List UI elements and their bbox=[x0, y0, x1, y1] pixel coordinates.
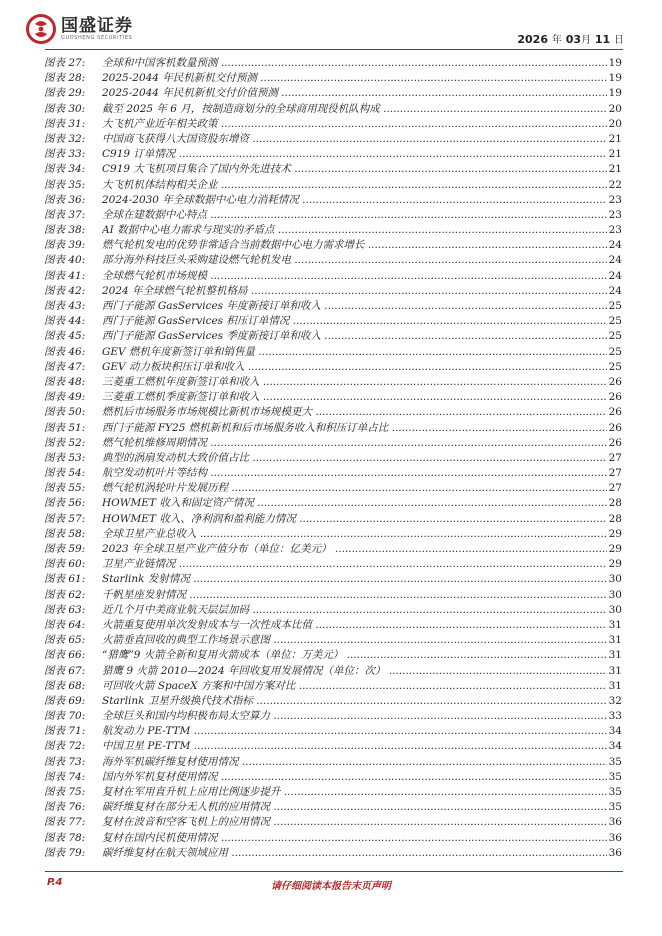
toc-entry-title: 2025-2044 年民机新机交付价值预测 ..... bbox=[102, 86, 622, 101]
toc-entry[interactable] bbox=[44, 451, 622, 466]
toc-entry-label: 图表 27: bbox=[44, 57, 86, 69]
toc-entry-page: 35 bbox=[607, 800, 622, 815]
toc-entry[interactable] bbox=[44, 178, 622, 193]
table-of-figures bbox=[44, 56, 622, 861]
toc-entry[interactable] bbox=[44, 800, 622, 815]
toc-entry-title: 全球在建数据中心特点 ..... bbox=[102, 208, 622, 223]
toc-entry-title: 火箭垂直回收的典型工作场景示意图 ..... bbox=[102, 633, 622, 648]
toc-entry[interactable] bbox=[44, 648, 622, 663]
toc-entry-title: 大飞机产业近年相关政策 ..... bbox=[102, 117, 622, 132]
guosheng-logo-icon bbox=[26, 14, 56, 44]
toc-entry-title: C919 大飞机项目集合了国内外先进技术 ..... bbox=[102, 162, 622, 177]
toc-entry-label: 图表 63: bbox=[44, 603, 86, 616]
toc-entry[interactable] bbox=[44, 846, 622, 861]
toc-entry-page: 29 bbox=[607, 542, 622, 557]
toc-entry[interactable] bbox=[44, 481, 622, 496]
toc-entry-title: AI 数据中心电力需求与现实的矛盾点 ..... bbox=[102, 223, 622, 238]
toc-entry-title: 全球燃气轮机市场规模 ..... bbox=[102, 269, 622, 284]
toc-entry[interactable] bbox=[44, 314, 622, 329]
toc-entry[interactable] bbox=[44, 299, 622, 314]
toc-entry-page: 25 bbox=[607, 314, 622, 329]
toc-entry-page: 28 bbox=[607, 512, 622, 527]
toc-entry-title: 燃气轮机维修周期情况 ..... bbox=[102, 436, 622, 451]
toc-entry-label: 图表 30: bbox=[44, 102, 86, 115]
header-divider bbox=[45, 49, 623, 50]
toc-entry-page: 26 bbox=[607, 436, 622, 451]
toc-entry[interactable] bbox=[44, 405, 622, 420]
toc-entry[interactable] bbox=[44, 102, 622, 117]
toc-entry[interactable] bbox=[44, 466, 622, 481]
toc-entry-label: 图表 58: bbox=[44, 527, 86, 540]
toc-entry-page: 26 bbox=[607, 421, 622, 436]
toc-entry-title: Starlink 卫星升级换代技术指标 ..... bbox=[102, 694, 622, 709]
toc-entry-page: 29 bbox=[607, 527, 622, 542]
toc-entry-page: 21 bbox=[607, 147, 622, 162]
toc-entry-title: 航空发动机叶片等结构 ..... bbox=[102, 466, 622, 481]
toc-entry-title: 燃机后市场服务市场规模比新机市场规模更大 ..... bbox=[102, 405, 622, 420]
toc-entry-page: 36 bbox=[607, 831, 622, 846]
toc-entry-label: 图表 70: bbox=[44, 710, 86, 723]
toc-entry-title: 燃气轮机涡轮叶片发展历程 ..... bbox=[102, 481, 622, 496]
toc-entry-page: 34 bbox=[607, 724, 622, 739]
toc-entry-label: 图表 44: bbox=[44, 315, 86, 328]
toc-entry-page: 23 bbox=[607, 208, 622, 223]
date-month: 03 bbox=[565, 33, 581, 46]
toc-entry[interactable] bbox=[44, 360, 622, 375]
toc-entry-label: 图表 72: bbox=[44, 740, 86, 753]
toc-entry[interactable] bbox=[44, 572, 622, 587]
toc-entry[interactable] bbox=[44, 694, 622, 709]
toc-entry-page: 26 bbox=[607, 375, 622, 390]
toc-entry-label: 图表 50: bbox=[44, 406, 86, 419]
toc-entry-page: 31 bbox=[607, 618, 622, 633]
toc-entry-label: 图表 75: bbox=[44, 786, 86, 798]
toc-entry-page: 26 bbox=[607, 390, 622, 405]
toc-entry-page: 21 bbox=[607, 162, 622, 177]
toc-entry-title: 火箭重复使用单次发射成本与一次性成本比值 ..... bbox=[102, 618, 622, 633]
date-year: 2026 bbox=[517, 33, 548, 46]
page-footer bbox=[0, 874, 662, 894]
toc-entry[interactable] bbox=[44, 496, 622, 511]
toc-entry[interactable] bbox=[44, 421, 622, 436]
date-month-unit: 月 bbox=[581, 35, 591, 46]
toc-entry[interactable] bbox=[44, 390, 622, 405]
toc-entry-label: 图表 78: bbox=[44, 831, 86, 844]
toc-entry-label: 图表 73: bbox=[44, 755, 86, 768]
toc-entry-page: 26 bbox=[607, 405, 622, 420]
toc-entry[interactable] bbox=[44, 253, 622, 268]
page-number: P.4 bbox=[47, 877, 63, 888]
toc-entry-title: 千帆星座发射情况 ..... bbox=[102, 588, 622, 603]
toc-entry-title: 全球和中国客机数量预测 ..... bbox=[102, 56, 622, 71]
toc-entry-title: “猎鹰”9 火箭全新和复用火箭成本（单位：万美元） ..... bbox=[102, 648, 622, 663]
toc-entry-page: 24 bbox=[607, 253, 622, 268]
toc-entry-label: 图表 34: bbox=[44, 163, 86, 176]
toc-entry-label: 图表 51: bbox=[44, 421, 86, 434]
toc-entry-label: 图表 32: bbox=[44, 132, 86, 145]
toc-entry[interactable] bbox=[44, 147, 622, 162]
toc-entry-label: 图表 54: bbox=[44, 467, 86, 480]
toc-entry-title: 全球卫星产业总收入 ..... bbox=[102, 527, 622, 542]
toc-entry[interactable] bbox=[44, 86, 622, 101]
toc-entry-page: 34 bbox=[607, 739, 622, 754]
toc-entry-page: 35 bbox=[607, 755, 622, 770]
toc-entry-page: 31 bbox=[607, 633, 622, 648]
toc-entry-title: 西门子能源 GasServices 年度新接订单和收入 ..... bbox=[102, 299, 622, 314]
toc-entry-label: 图表 36: bbox=[44, 193, 86, 206]
toc-entry[interactable] bbox=[44, 618, 622, 633]
toc-entry-label: 图表 48: bbox=[44, 375, 86, 388]
toc-entry[interactable] bbox=[44, 664, 622, 679]
toc-entry-label: 图表 74: bbox=[44, 770, 86, 783]
toc-entry-title: 西门子能源 GasServices 季度新接订单和收入 ..... bbox=[102, 329, 622, 344]
toc-entry-title: 2023 年全球卫星产业产值分布（单位：亿美元） ..... bbox=[102, 542, 622, 557]
toc-entry-title: 三菱重工燃机年度新签订单和收入 ..... bbox=[102, 375, 622, 390]
toc-entry-title: 复材在军用直升机上应用比例逐步提升 ..... bbox=[102, 785, 622, 800]
toc-entry[interactable] bbox=[44, 238, 622, 253]
toc-entry-label: 图表 42: bbox=[44, 284, 86, 297]
toc-entry[interactable] bbox=[44, 329, 622, 344]
toc-entry[interactable] bbox=[44, 815, 622, 830]
toc-entry[interactable] bbox=[44, 117, 622, 132]
toc-entry-label: 图表 29: bbox=[44, 87, 86, 100]
toc-entry-title: 中国卫星 PE-TTM ..... bbox=[102, 739, 622, 754]
toc-entry-page: 19 bbox=[607, 71, 622, 86]
toc-entry[interactable] bbox=[44, 193, 622, 208]
toc-entry-label: 图表 41: bbox=[44, 269, 86, 282]
toc-entry-label: 图表 62: bbox=[44, 588, 86, 601]
toc-entry-title: 三菱重工燃机季度新签订单和收入 ..... bbox=[102, 390, 622, 405]
toc-entry-label: 图表 45: bbox=[44, 330, 86, 343]
toc-entry-title: HOWMET 收入、净利润和盈利能力情况 ..... bbox=[102, 512, 622, 527]
toc-entry-title: 航发动力 PE-TTM ..... bbox=[102, 724, 622, 739]
toc-entry-label: 图表 35: bbox=[44, 178, 86, 191]
toc-entry-page: 30 bbox=[607, 572, 622, 587]
toc-entry-label: 图表 28: bbox=[44, 72, 86, 85]
toc-entry-page: 33 bbox=[607, 709, 622, 724]
toc-entry[interactable] bbox=[44, 269, 622, 284]
toc-entry[interactable] bbox=[44, 739, 622, 754]
date-day: 11 bbox=[594, 33, 611, 46]
toc-entry-label: 图表 56: bbox=[44, 497, 86, 510]
toc-entry-title: 大飞机机体结构相关企业 ..... bbox=[102, 178, 622, 193]
toc-entry-page: 24 bbox=[607, 284, 622, 299]
toc-entry-page: 30 bbox=[607, 603, 622, 618]
toc-entry-title: 西门子能源 GasServices 积压订单情况 ..... bbox=[102, 314, 622, 329]
toc-entry-page: 36 bbox=[607, 815, 622, 830]
toc-entry-title: 典型的涡扇发动机大致价值占比 ..... bbox=[102, 451, 622, 466]
toc-entry[interactable] bbox=[44, 375, 622, 390]
toc-entry-title: GEV 燃机年度新签订单和销售量 ..... bbox=[102, 345, 622, 360]
toc-entry-title: 2024 年全球燃气轮机整机格局 ..... bbox=[102, 284, 622, 299]
toc-entry-page: 35 bbox=[607, 785, 622, 800]
toc-entry-page: 32 bbox=[607, 694, 622, 709]
toc-entry-page: 27 bbox=[607, 466, 622, 481]
toc-entry-label: 图表 59: bbox=[44, 543, 86, 555]
toc-entry-page: 23 bbox=[607, 193, 622, 208]
toc-entry[interactable] bbox=[44, 71, 622, 86]
toc-entry-page: 35 bbox=[607, 770, 622, 785]
toc-entry-label: 图表 38: bbox=[44, 224, 86, 237]
toc-entry-page: 22 bbox=[607, 178, 622, 193]
toc-entry-page: 31 bbox=[607, 679, 622, 694]
toc-entry-label: 图表 47: bbox=[44, 360, 86, 373]
toc-entry[interactable] bbox=[44, 770, 622, 785]
report-date bbox=[517, 31, 624, 46]
toc-entry-title: 燃气轮机发电的优势非常适合当前数据中心电力需求增长 ..... bbox=[102, 238, 622, 253]
toc-entry[interactable] bbox=[44, 132, 622, 147]
toc-entry[interactable] bbox=[44, 56, 622, 71]
toc-entry-title: 近几个月中美商业航天层层加码 ..... bbox=[102, 603, 622, 618]
toc-entry-label: 图表 53: bbox=[44, 451, 86, 464]
toc-entry[interactable] bbox=[44, 588, 622, 603]
toc-entry-label: 图表 68: bbox=[44, 679, 86, 692]
toc-entry[interactable] bbox=[44, 831, 622, 846]
toc-entry-label: 图表 39: bbox=[44, 239, 86, 252]
company-logo bbox=[26, 14, 133, 44]
toc-entry-title: 海外军机碳纤维复材使用情况 ..... bbox=[102, 755, 622, 770]
toc-entry[interactable] bbox=[44, 709, 622, 724]
toc-entry[interactable] bbox=[44, 284, 622, 299]
toc-entry-title: 复材在波音和空客飞机上的应用情况 ..... bbox=[102, 815, 622, 830]
toc-entry-label: 图表 60: bbox=[44, 558, 86, 571]
logo-english-name: GUOSHENG SECURITIES bbox=[61, 34, 133, 41]
toc-entry-title: 西门子能源 FY25 燃机新机和后市场服务收入和积压订单占比 ..... bbox=[102, 421, 622, 436]
toc-entry-title: C919 订单情况 ..... bbox=[102, 147, 622, 162]
toc-entry-title: 全球巨头和国内均积极布局太空算力 ..... bbox=[102, 709, 622, 724]
toc-entry-label: 图表 46: bbox=[44, 345, 86, 358]
toc-entry[interactable] bbox=[44, 436, 622, 451]
toc-entry-label: 图表 77: bbox=[44, 816, 86, 829]
toc-entry-label: 图表 79: bbox=[44, 846, 86, 859]
toc-entry-page: 23 bbox=[607, 223, 622, 238]
toc-entry-title: 碳纤维复材在部分无人机的应用情况 ..... bbox=[102, 800, 622, 815]
toc-entry-page: 24 bbox=[607, 238, 622, 253]
page-header bbox=[0, 0, 662, 52]
toc-entry-title: 卫星产业链情况 ..... bbox=[102, 557, 622, 572]
toc-entry-page: 36 bbox=[607, 846, 622, 861]
toc-entry-page: 29 bbox=[607, 557, 622, 572]
toc-entry-page: 31 bbox=[607, 664, 622, 679]
date-day-unit: 日 bbox=[614, 35, 624, 46]
toc-entry-page: 25 bbox=[607, 329, 622, 344]
toc-entry-label: 图表 31: bbox=[44, 117, 86, 130]
toc-entry-title: 国内外军机复材使用情况 ..... bbox=[102, 770, 622, 785]
toc-entry[interactable] bbox=[44, 512, 622, 527]
toc-entry[interactable] bbox=[44, 785, 622, 800]
toc-entry-label: 图表 61: bbox=[44, 573, 86, 586]
toc-entry-page: 30 bbox=[607, 588, 622, 603]
toc-entry[interactable] bbox=[44, 223, 622, 238]
toc-entry-label: 图表 69: bbox=[44, 694, 86, 707]
toc-entry-page: 20 bbox=[607, 102, 622, 117]
toc-entry-title: 复材在国内民机使用情况 ..... bbox=[102, 831, 622, 846]
toc-entry-label: 图表 64: bbox=[44, 618, 86, 631]
toc-entry-page: 25 bbox=[607, 345, 622, 360]
toc-entry-label: 图表 49: bbox=[44, 391, 86, 404]
toc-entry[interactable] bbox=[44, 345, 622, 360]
toc-entry[interactable] bbox=[44, 633, 622, 648]
toc-entry-label: 图表 37: bbox=[44, 208, 86, 221]
toc-entry-page: 21 bbox=[607, 132, 622, 147]
toc-entry-label: 图表 52: bbox=[44, 436, 86, 449]
toc-entry-title: 部分海外科技巨头采购建设燃气轮机发电 ..... bbox=[102, 253, 622, 268]
toc-entry-label: 图表 55: bbox=[44, 482, 86, 495]
toc-entry[interactable] bbox=[44, 162, 622, 177]
toc-entry-page: 25 bbox=[607, 299, 622, 314]
toc-entry-title: 中国商飞获得八大国资股东增资 ..... bbox=[102, 132, 622, 147]
toc-entry-page: 25 bbox=[607, 360, 622, 375]
toc-entry-label: 图表 71: bbox=[44, 725, 86, 738]
toc-entry-page: 31 bbox=[607, 648, 622, 663]
disclaimer-text: 请仔细阅读本报告末页声明 bbox=[271, 881, 391, 892]
toc-entry-title: GEV 动力板块积压订单和收入 ..... bbox=[102, 360, 622, 375]
toc-entry-label: 图表 76: bbox=[44, 801, 86, 814]
toc-entry[interactable] bbox=[44, 755, 622, 770]
toc-entry-label: 图表 66: bbox=[44, 649, 86, 662]
toc-entry-label: 图表 40: bbox=[44, 254, 86, 267]
toc-entry[interactable] bbox=[44, 724, 622, 739]
toc-entry-page: 27 bbox=[607, 451, 622, 466]
date-year-unit: 年 bbox=[551, 35, 562, 46]
toc-entry-page: 20 bbox=[607, 117, 622, 132]
toc-entry-label: 图表 67: bbox=[44, 664, 86, 677]
toc-entry-label: 图表 65: bbox=[44, 634, 86, 647]
toc-entry-label: 图表 43: bbox=[44, 300, 86, 312]
toc-entry-title: 碳纤维复材在航天领域应用 ..... bbox=[102, 846, 622, 861]
toc-entry-label: 图表 33: bbox=[44, 148, 86, 161]
toc-entry-page: 19 bbox=[607, 86, 622, 101]
toc-entry[interactable] bbox=[44, 542, 622, 557]
toc-entry-page: 24 bbox=[607, 269, 622, 284]
toc-entry[interactable] bbox=[44, 527, 622, 542]
toc-entry-page: 28 bbox=[607, 496, 622, 511]
footer-divider bbox=[45, 871, 623, 872]
toc-entry[interactable] bbox=[44, 208, 622, 223]
toc-entry-page: 27 bbox=[607, 481, 622, 496]
toc-entry-title: 2024-2030 年全球数据中心电力消耗情况 ..... bbox=[102, 193, 622, 208]
toc-entry[interactable] bbox=[44, 557, 622, 572]
logo-chinese-name: 国盛证券 bbox=[61, 15, 133, 36]
toc-entry-title: 猎鹰 9 火箭 2010—2024 年回收复用发展情况（单位：次） ..... bbox=[102, 664, 622, 679]
toc-entry-title: Starlink 发射情况 ..... bbox=[102, 572, 622, 587]
toc-entry[interactable] bbox=[44, 603, 622, 618]
toc-entry-title: HOWMET 收入和固定资产情况 ..... bbox=[102, 496, 622, 511]
toc-entry-label: 图表 57: bbox=[44, 512, 86, 525]
toc-entry-title: 可回收火箭 SpaceX 方案和中国方案对比 ..... bbox=[102, 679, 622, 694]
toc-entry[interactable] bbox=[44, 679, 622, 694]
toc-entry-title: 截至 2025 年 6 月，按制造商划分的全球商用现役机队构成 ..... bbox=[102, 102, 622, 117]
toc-entry-title: 2025-2044 年民机新机交付预测 ..... bbox=[102, 71, 622, 86]
toc-entry-page: 19 bbox=[607, 56, 622, 71]
